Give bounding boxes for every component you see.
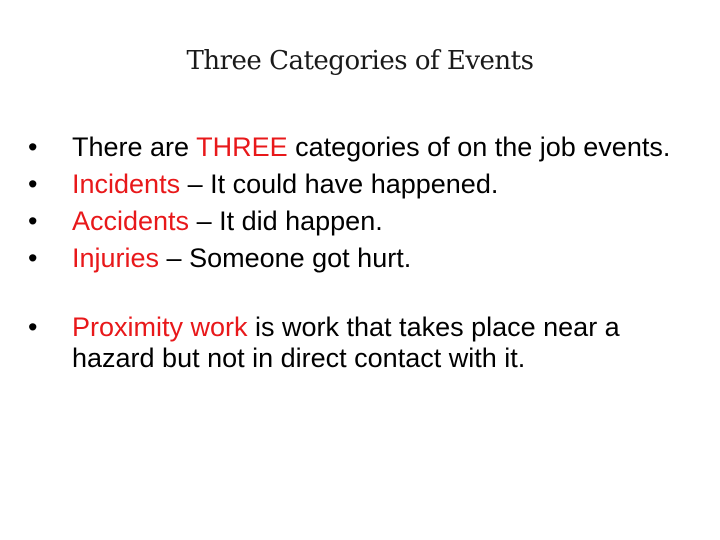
bullet-dot-icon: •: [28, 312, 38, 342]
bullet-item-incidents: [28, 169, 688, 200]
bullet-item-proximity-work: [28, 312, 688, 374]
bullet-dot-icon: •: [28, 132, 38, 162]
bullet-dot-icon: •: [28, 243, 38, 273]
bullet-dot-icon: •: [28, 206, 38, 236]
bullet-highlight-incidents: Incidents: [72, 169, 181, 199]
bullet-text-rest: categories of on the job events.: [287, 132, 671, 162]
bullet-highlight-injuries: Injuries: [72, 243, 160, 273]
bullet-item-accidents: [28, 206, 688, 237]
bullet-item-injuries: [28, 243, 688, 274]
bullet-highlight-accidents: Accidents: [72, 206, 190, 236]
bullet-text-rest: – Someone got hurt.: [159, 243, 412, 273]
slide-title: Three Categories of Events: [186, 46, 534, 76]
bullet-dot-icon: •: [28, 169, 38, 199]
bullet-text-rest: – It could have happened.: [180, 169, 499, 199]
bullet-text-rest: is work that takes place near a hazard but not in direct contact with it.: [72, 312, 620, 373]
bullet-highlight-three: THREE: [196, 132, 288, 162]
bullet-text-pre: There are: [72, 132, 197, 162]
bullet-list: [28, 132, 688, 380]
bullet-text-rest: – It did happen.: [189, 206, 383, 236]
bullet-highlight-proximity-work: Proximity work: [72, 312, 248, 342]
bullet-item-categories: [28, 132, 688, 163]
